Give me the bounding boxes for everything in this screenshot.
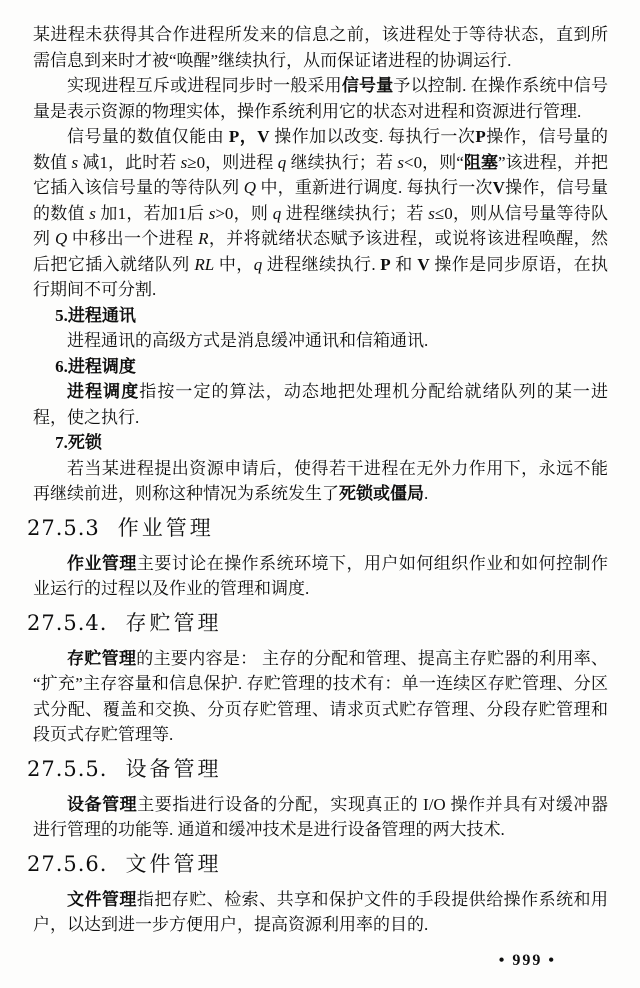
text-run: 中，重新进行调度. 每执行一次 (256, 178, 493, 197)
text-run: 中， (214, 254, 254, 274)
text-run: ≤0，则从信号量等待队列 (33, 203, 609, 248)
text-run: 信号量的数值仅能由 (67, 127, 229, 146)
bold-term: 文件管理 (67, 889, 137, 909)
text-run: ”该进程，并把它插入该信号量的等待队列 (33, 152, 609, 197)
text-run: 的主要内容是： 主存的分配和管理、提高主存贮器的利用率、“扩充”主存容量和信息保护. 存贮管理的技术有：单一连续区存贮管理、分区式分配、覆盖和交换、分页存贮管理、请求页式贮存管理、分段存贮管理和段页式存贮管理等. (33, 648, 609, 744)
numbered-subheading (33, 354, 608, 380)
text-run: 指把存贮、检索、共享和保护文件的手段提供给操作系统和用户，以达到进一步方便用户，提高资源利用率的目的. (33, 889, 609, 934)
paragraph (33, 646, 608, 748)
text-run: 7.死锁 (55, 433, 102, 452)
text-run: 予以控制. 在操作系统中信号量是表示资源的物理实体，操作系统利用它的状态对进程和资源进行管理. (33, 76, 609, 121)
bold-term: 作业管理 (67, 553, 137, 573)
text-run: 和 (390, 254, 418, 274)
section-title: 存贮管理 (125, 610, 222, 635)
math-variable: s (208, 203, 216, 223)
text-run: 操作，信号量的数值 (33, 127, 609, 172)
math-variable: R (198, 229, 209, 248)
math-variable: Q (55, 229, 68, 248)
section-heading (27, 849, 608, 879)
bold-term: 信号量 (341, 76, 394, 95)
text-run: 5.进程通讯 (55, 305, 136, 325)
bold-term: 阻塞 (463, 152, 499, 172)
bold-term: P (475, 127, 486, 146)
paragraph (33, 22, 608, 73)
math-variable: s (71, 152, 79, 172)
numbered-subheading (33, 430, 608, 456)
text-run: . (424, 484, 429, 503)
bold-term: 存贮管理 (67, 648, 137, 668)
math-variable: s (180, 152, 188, 172)
text-run: 实现进程互斥或进程同步时一般采用 (67, 76, 342, 95)
bold-term: 死锁或僵局 (339, 484, 424, 503)
section-number: 27.5.5. (27, 756, 108, 781)
bold-term: V (492, 178, 505, 197)
math-variable: s (397, 152, 404, 172)
text-run: ≥0，则进程 (187, 152, 278, 172)
text-run: 进程通讯的高级方式是消息缓冲通讯和信箱通讯. (67, 331, 429, 350)
text-run: 减1，此时若 (78, 152, 181, 172)
math-variable: s (428, 203, 435, 223)
text-run: <0，则“ (403, 152, 464, 172)
paragraph (33, 328, 608, 354)
text-run: 中移出一个进程 (67, 229, 199, 248)
section-heading (27, 608, 608, 638)
paragraph (33, 792, 608, 843)
math-variable: s (89, 203, 96, 223)
page-number: • 999 • (498, 951, 556, 969)
text-run: ，并将就绪状态赋予该进程，或说将该进程唤醒，然后把它插入就绪队列 (33, 229, 609, 274)
section-heading (27, 754, 608, 784)
text-run: 进程继续执行；若 (281, 203, 429, 223)
bold-term: V (417, 254, 430, 274)
text-run: 主要讨论在操作系统环境下，用户如何组织作业和如何控制作业运行的过程以及作业的管理和调度. (33, 553, 609, 598)
section-number: 27.5.3 (27, 515, 100, 540)
math-variable: RL (194, 254, 215, 274)
paragraph (33, 379, 608, 430)
text-run: 指按一定的算法，动态地把处理机分配给就绪队列的某一进程，使之执行. (33, 382, 609, 427)
math-variable: q (253, 254, 263, 274)
text-run: 进程继续执行. (262, 254, 381, 274)
bold-term: 设备管理 (67, 794, 138, 814)
paragraph (33, 124, 608, 303)
math-variable: Q (243, 178, 256, 197)
page-content (27, 22, 609, 938)
numbered-subheading (33, 303, 608, 329)
section-title: 文件管理 (125, 851, 222, 876)
paragraph (33, 551, 608, 602)
section-heading (27, 513, 608, 543)
bold-term: 进程调度 (67, 382, 140, 401)
paragraph (33, 456, 608, 507)
bold-term: P (380, 254, 391, 274)
text-run: 操作，信号量的数值 (33, 178, 609, 223)
text-run: >0，则 (215, 203, 273, 223)
paragraph (33, 887, 608, 938)
section-title: 设备管理 (125, 756, 222, 781)
text-run: 操作加以改变. 每执行一次 (269, 127, 476, 146)
math-variable: q (272, 203, 282, 223)
text-run: 加1，若加1后 (95, 203, 209, 223)
section-number: 27.5.6. (27, 851, 108, 876)
text-run: 若当某进程提出资源申请后，使得若干进程在无外力作用下，永远不能再继续前进，则称这种情况为系统发生了 (33, 458, 608, 503)
text-run: 某进程未获得其合作进程所发来的信息之前，该进程处于等待状态，直到所需信息到来时才被“唤醒”继续执行，从而保证诸进程的协调运行. (33, 25, 608, 70)
text-run: 主要指进行设备的分配，实现真正的 I/O 操作并具有对缓冲器进行管理的功能等. 通道和缓冲技术是进行设备管理的两大技术. (33, 794, 608, 839)
text-run: 6.进程调度 (55, 356, 136, 376)
bold-term: P，V (228, 127, 270, 146)
text-run: 操作是同步原语，在执行期间不可分割. (33, 254, 609, 299)
section-number: 27.5.4. (27, 610, 108, 635)
section-title: 作业管理 (117, 515, 214, 540)
text-run: 继续执行；若 (286, 152, 398, 172)
math-variable: q (277, 152, 287, 172)
paragraph (33, 73, 608, 124)
